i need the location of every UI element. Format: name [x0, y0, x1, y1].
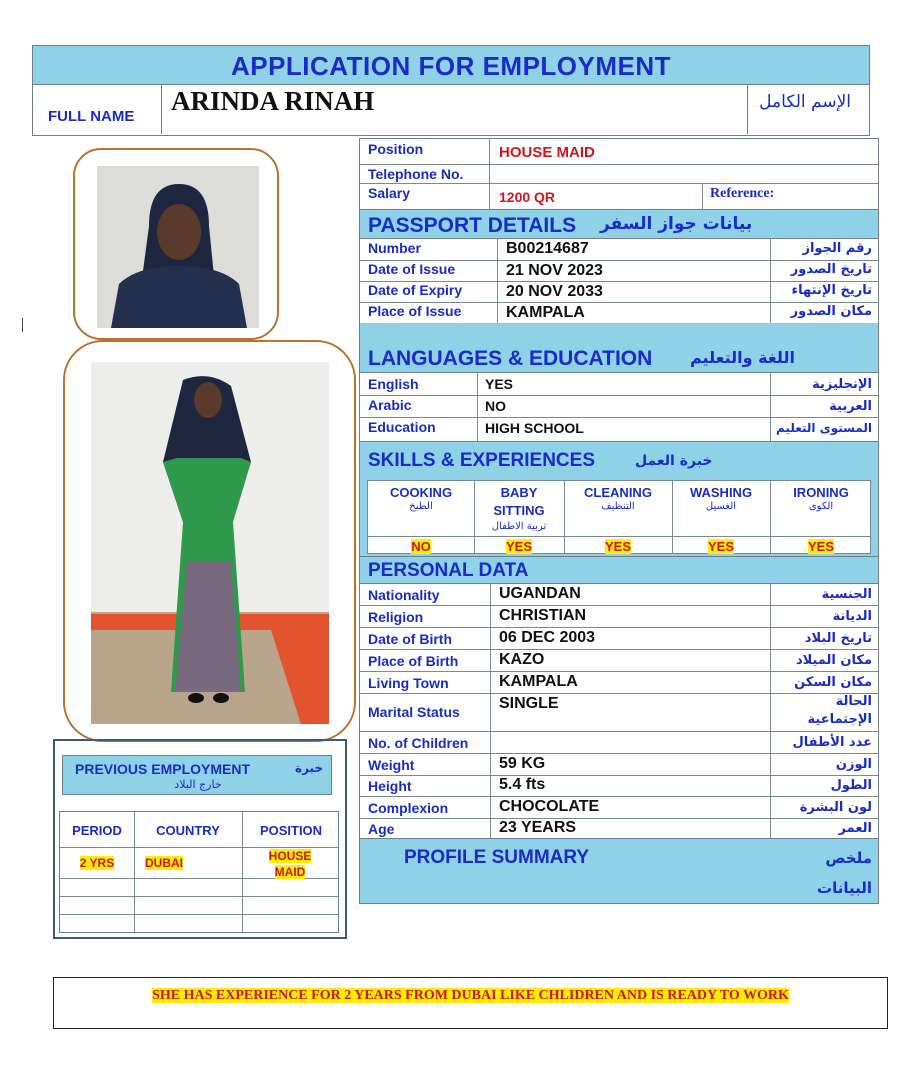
- passport-issue-date-label: Date of Issue: [368, 261, 456, 277]
- living-town-value: KAMPALA: [499, 673, 578, 690]
- education-label: Education: [368, 419, 436, 435]
- passport-expiry-date-value: 20 NOV 2033: [506, 283, 603, 300]
- previous-employment-title: PREVIOUS EMPLOYMENT: [75, 761, 251, 777]
- position-header: POSITION: [259, 823, 323, 838]
- personal-section-header: [359, 556, 879, 584]
- passport-issue-place-arabic: مكان الصدور: [790, 304, 872, 319]
- place-of-birth-label: Place of Birth: [368, 653, 459, 669]
- profile-summary-title-arabic: ملخص: [825, 849, 872, 867]
- skills-grid: [367, 480, 871, 554]
- passport-section-header: [359, 209, 879, 239]
- children-label: No. of Children: [368, 735, 469, 751]
- nationality-arabic: الجنسية: [821, 587, 872, 602]
- job-info-table: [359, 138, 879, 210]
- skill-cleaning-arabic: التنظيف: [601, 501, 635, 512]
- complexion-label: Complexion: [368, 800, 449, 816]
- passport-expiry-date-arabic: تاريخ الإنتهاء: [791, 283, 872, 298]
- height-value: 5.4 fts: [499, 776, 546, 793]
- salary-value: 1200 QR: [499, 189, 556, 205]
- age-label: Age: [368, 821, 395, 837]
- period-value: 2 YRS: [79, 856, 115, 870]
- full-name-value: ARINDA RINAH: [171, 86, 375, 116]
- place-of-birth-arabic: مكان الميلاد: [795, 653, 872, 668]
- passport-section-title-arabic: بيانات جواز السفر: [600, 214, 753, 234]
- skill-washing-value: YES: [707, 539, 734, 554]
- passport-issue-place-label: Place of Issue: [368, 303, 462, 319]
- footer-note: SHE HAS EXPERIENCE FOR 2 YEARS FROM DUBAI LIKE CHLIDREN AND IS READY TO WORK: [152, 988, 789, 1003]
- full-name-arabic: الإسم الكامل: [759, 92, 851, 112]
- place-of-birth-value: KAZO: [499, 651, 545, 668]
- arabic-arabic: العربية: [829, 399, 872, 414]
- religion-label: Religion: [368, 609, 424, 625]
- education-arabic: المستوى التعليم: [776, 421, 872, 435]
- marital-status-arabic: الحالة: [835, 694, 872, 709]
- skills-section-title-arabic: خبرة العمل: [635, 453, 713, 469]
- marital-status-value: SINGLE: [499, 695, 559, 712]
- weight-label: Weight: [368, 757, 415, 773]
- skill-washing-arabic: الغسيل: [705, 501, 737, 512]
- weight-arabic: الوزن: [835, 757, 872, 772]
- weight-value: 59 KG: [499, 755, 546, 772]
- skill-cooking-value: NO: [411, 539, 431, 554]
- country-header: COUNTRY: [156, 823, 220, 838]
- previous-employment-box: [53, 739, 347, 939]
- personal-section-title: PERSONAL DATA: [368, 560, 529, 581]
- skill-washing-label: WASHING: [689, 485, 753, 500]
- skills-section-title: SKILLS & EXPERIENCES: [368, 450, 595, 471]
- languages-table: [359, 372, 879, 442]
- skill-cooking-arabic: الطبخ: [409, 501, 433, 512]
- country-value: DUBAI: [145, 856, 183, 870]
- position-label: Position: [368, 141, 424, 157]
- previous-employment-title-arabic: خبرة: [295, 761, 324, 775]
- date-of-birth-arabic: تاريخ البلاد: [804, 631, 872, 646]
- passport-table: [359, 238, 879, 324]
- text-cursor-mark: [22, 318, 23, 332]
- skill-baby-sitting-value: YES: [505, 539, 532, 554]
- full-body-photo-frame: [63, 340, 356, 742]
- date-of-birth-label: Date of Birth: [368, 631, 452, 647]
- previous-employment-table: [59, 811, 339, 933]
- children-arabic: عدد الأطفال: [792, 735, 872, 750]
- languages-section-title-arabic: اللغة والتعليم: [690, 348, 795, 367]
- profile-summary-title-arabic-line2: البيانات: [817, 879, 872, 897]
- passport-number-arabic: رقم الجواز: [802, 241, 872, 256]
- nationality-value: UGANDAN: [499, 585, 581, 602]
- skill-ironing-arabic: الكوى: [808, 501, 834, 512]
- passport-issue-date-arabic: تاريخ الصدور: [790, 262, 872, 277]
- previous-employment-header: [62, 755, 332, 795]
- languages-section-header: [359, 323, 879, 373]
- title-bar: [32, 45, 870, 85]
- english-value: YES: [485, 376, 514, 392]
- previous-position-value: HOUSE MAID: [268, 849, 312, 879]
- skill-cooking-label: COOKING: [389, 485, 453, 500]
- living-town-arabic: مكان السكن: [794, 675, 872, 690]
- form-title: APPLICATION FOR EMPLOYMENT: [230, 51, 672, 81]
- portrait-photo: [97, 166, 259, 328]
- skill-ironing-label: IRONING: [793, 485, 849, 500]
- portrait-photo-frame: [73, 148, 279, 340]
- religion-value: CHRISTIAN: [499, 607, 587, 624]
- age-value: 23 YEARS: [499, 819, 577, 836]
- footer-note-box: [53, 977, 888, 1029]
- nationality-label: Nationality: [368, 587, 440, 603]
- arabic-label: Arabic: [368, 397, 412, 413]
- salary-label: Salary: [368, 185, 411, 201]
- passport-number-value: B00214687: [506, 240, 589, 257]
- english-label: English: [368, 376, 419, 392]
- marital-status-arabic-line2: الإجتماعية: [807, 712, 872, 727]
- reference-label: Reference:: [710, 186, 775, 201]
- height-label: Height: [368, 778, 412, 794]
- personal-table: [359, 583, 879, 839]
- telephone-label: Telephone No.: [368, 166, 464, 182]
- languages-section-title: LANGUAGES & EDUCATION: [368, 347, 653, 370]
- period-header: PERIOD: [72, 823, 122, 838]
- passport-issue-date-value: 21 NOV 2023: [506, 262, 603, 279]
- height-arabic: الطول: [830, 778, 872, 793]
- age-arabic: العمر: [838, 821, 872, 836]
- skill-cleaning-label: CLEANING: [584, 485, 652, 500]
- marital-status-label: Marital Status: [368, 704, 460, 720]
- living-town-label: Living Town: [368, 675, 449, 691]
- complexion-value: CHOCOLATE: [499, 798, 600, 815]
- complexion-arabic: لون البشرة: [799, 800, 872, 815]
- previous-employment-title-arabic-line2: خارج البلاد: [174, 778, 222, 791]
- passport-number-label: Number: [368, 240, 421, 256]
- date-of-birth-value: 06 DEC 2003: [499, 629, 596, 646]
- skills-section: [359, 441, 879, 557]
- passport-expiry-date-label: Date of Expiry: [368, 282, 463, 298]
- skill-ironing-value: YES: [807, 539, 834, 554]
- position-value: HOUSE MAID: [499, 144, 595, 161]
- english-arabic: الإنجليزية: [812, 377, 872, 392]
- full-name-row: [32, 84, 870, 136]
- skill-baby-sitting-label: BABY SITTING: [493, 485, 545, 518]
- education-value: HIGH SCHOOL: [485, 420, 584, 436]
- full-name-label: FULL NAME: [48, 108, 135, 125]
- profile-summary-section: [359, 838, 879, 904]
- passport-issue-place-value: KAMPALA: [506, 304, 585, 321]
- profile-summary-title: PROFILE SUMMARY: [404, 847, 590, 868]
- skill-cleaning-value: YES: [604, 539, 631, 554]
- full-body-photo: [91, 362, 329, 724]
- arabic-value: NO: [485, 398, 506, 414]
- religion-arabic: الديانة: [832, 609, 872, 624]
- skill-baby-sitting-arabic: تربية الاطفال: [491, 521, 547, 532]
- passport-section-title: PASSPORT DETAILS: [368, 214, 577, 237]
